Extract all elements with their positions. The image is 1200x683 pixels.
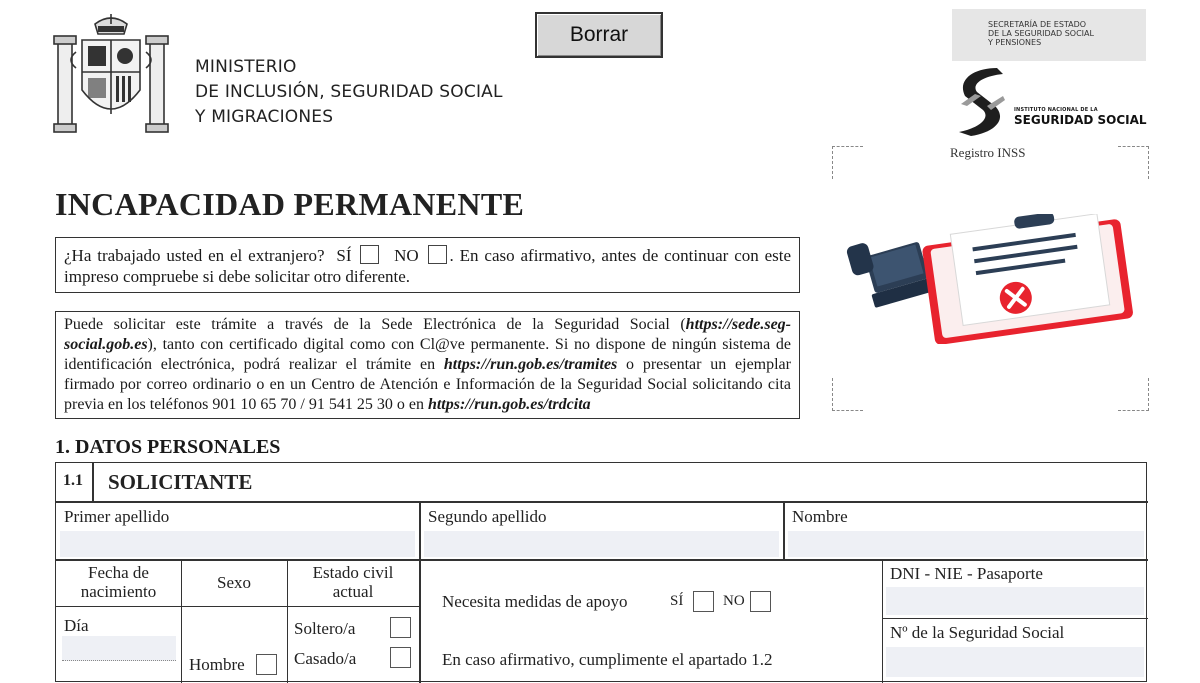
coat-of-arms-logo: [52, 12, 170, 134]
page-title: INCAPACIDAD PERMANENTE: [55, 186, 525, 222]
form-divider: [56, 606, 419, 607]
dia-input[interactable]: [62, 636, 176, 661]
nss-label: Nº de la Seguridad Social: [890, 623, 1065, 642]
section-title: 1. DATOS PERSONALES: [55, 436, 281, 458]
info-box: [55, 311, 800, 419]
foreign-work-box: [55, 237, 800, 293]
registro-corner: [832, 146, 863, 179]
sede-link[interactable]: https://sede.seg-social.gob.es: [64, 316, 791, 353]
dni-label: DNI - NIE - Pasaporte: [890, 564, 1043, 583]
ministry-name: MINISTERIO DE INCLUSIÓN, SEGURIDAD SOCIAL Y MIGRACIONES: [195, 57, 503, 127]
registro-label: Registro INSS: [950, 145, 1026, 160]
dni-input[interactable]: [886, 587, 1144, 615]
applicant-form: [55, 462, 1147, 682]
foreign-no-label: NO: [394, 246, 419, 265]
tramites-link[interactable]: https://run.gob.es/tramites: [443, 356, 618, 373]
soltero-label: Soltero/a: [294, 619, 356, 638]
clear-button[interactable]: Borrar: [535, 12, 663, 58]
form-divider: [56, 501, 1148, 503]
form-divider: [92, 463, 94, 501]
nss-input[interactable]: [886, 647, 1144, 677]
registro-corner: [832, 378, 863, 411]
primer-apellido-input[interactable]: [60, 531, 415, 557]
apoyo-no-checkbox[interactable]: [750, 591, 771, 612]
info-text: o presentar un ejemplar firmado por correo ordinario o en un Centro de Atención e Información de la Seguridad Social solicitando cita previa en los teléfonos 901 10 65 70 / 91 541 25 30 o en: [64, 356, 791, 413]
rejected-document-illustration: [838, 214, 1138, 344]
secretaria-label: SECRETARÍA DE ESTADO DE LA SEGURIDAD SOCIAL Y PENSIONES: [952, 9, 1146, 61]
form-divider: [882, 559, 883, 683]
info-text: ), tanto con certificado digital como con Cl@ve permanente. Si no dispone de ningún sistema de identificación electrónica, podrá realizar el trámite en: [64, 336, 791, 373]
segundo-apellido-input[interactable]: [424, 531, 779, 557]
sexo-label: Sexo: [217, 573, 251, 592]
foreign-note: . En caso afirmativo, antes de continuar con este impreso compruebe si debe solicitar otro diferente.: [64, 246, 792, 286]
registro-corner: [1118, 378, 1149, 411]
estado-civil-label: Estado civil actual: [312, 563, 394, 601]
apoyo-yes-label: SÍ: [670, 593, 684, 609]
form-divider: [783, 501, 785, 559]
subsection-title: SOLICITANTE: [108, 470, 253, 494]
form-divider: [56, 559, 1148, 561]
soltero-checkbox[interactable]: [390, 617, 411, 638]
apoyo-no-label: NO: [723, 593, 745, 609]
hombre-checkbox[interactable]: [256, 654, 277, 675]
casado-checkbox[interactable]: [390, 647, 411, 668]
segundo-apellido-label: Segundo apellido: [428, 507, 547, 526]
apoyo-yes-checkbox[interactable]: [693, 591, 714, 612]
dia-label: Día: [64, 616, 89, 635]
info-text: Puede solicitar este trámite a través de la Sede Electrónica de la Seguridad Social (: [64, 316, 686, 333]
fecha-nacimiento-label: Fecha de nacimiento: [80, 563, 157, 601]
hombre-label: Hombre: [189, 655, 245, 674]
inss-logo: [953, 66, 1011, 136]
cita-link[interactable]: https://run.gob.es/trdcita: [427, 396, 591, 413]
apoyo-note: En caso afirmativo, cumplimente el apartado 1.2: [442, 650, 773, 669]
inss-name: INSTITUTO NACIONAL DE LA SEGURIDAD SOCIAL: [1014, 107, 1147, 127]
foreign-question: ¿Ha trabajado usted en el extranjero?: [64, 246, 325, 265]
foreign-no-checkbox[interactable]: [428, 245, 447, 264]
form-divider: [419, 501, 421, 683]
casado-label: Casado/a: [294, 649, 357, 668]
primer-apellido-label: Primer apellido: [64, 507, 170, 526]
foreign-yes-label: SÍ: [336, 246, 352, 265]
foreign-yes-checkbox[interactable]: [360, 245, 379, 264]
nombre-label: Nombre: [792, 507, 848, 526]
apoyo-label: Necesita medidas de apoyo: [442, 592, 628, 611]
registro-corner: [1118, 146, 1149, 179]
form-divider: [882, 618, 1148, 619]
subsection-number: 1.1: [63, 472, 83, 489]
nombre-input[interactable]: [788, 531, 1144, 557]
